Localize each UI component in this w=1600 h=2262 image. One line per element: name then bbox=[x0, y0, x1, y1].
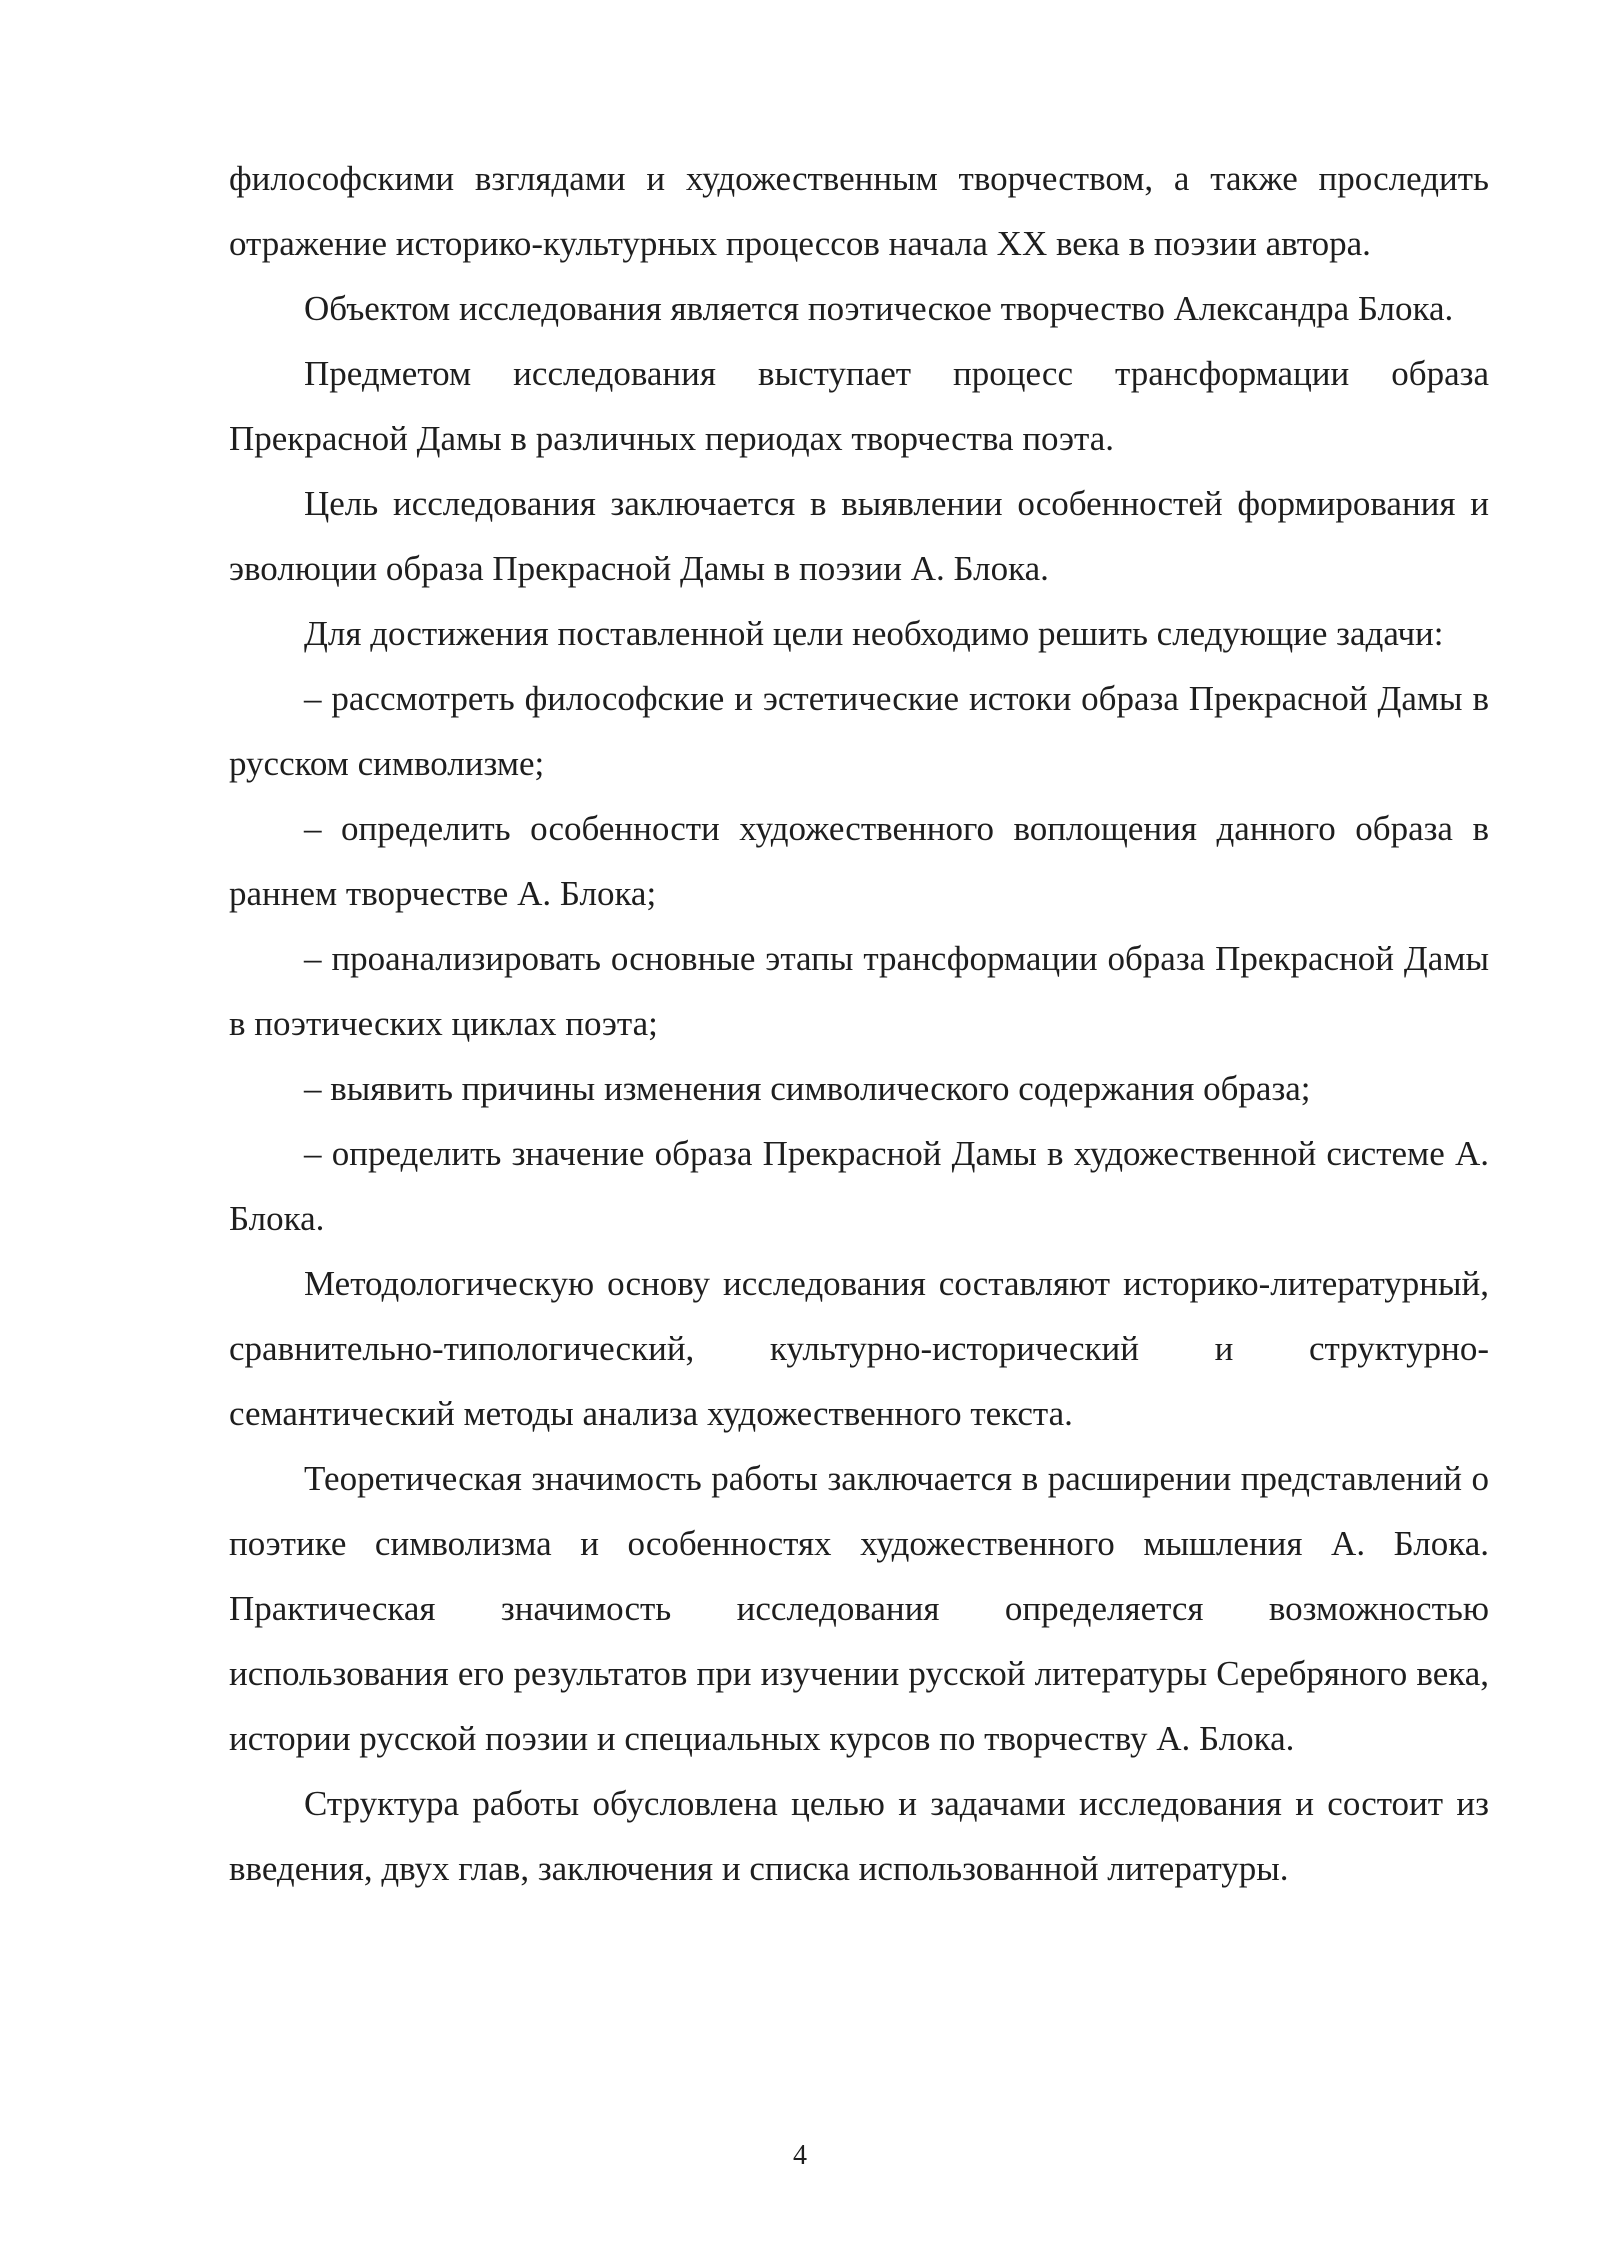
task-item: – рассмотреть философские и эстетические истоки образа Прекрасной Дамы в русском символизме; bbox=[229, 679, 1489, 783]
paragraph-significance: Теоретическая значимость работы заключается в расширении представлений о поэтике символизма и особенностях художественного мышления А. Блока. Практическая значимость исследования определяется возможностью использования его результатов при изучении русской литературы Серебряного века, истории русской поэзии и специальных курсов по творчеству А. Блока. bbox=[229, 1459, 1489, 1758]
task-item: – определить особенности художественного воплощения данного образа в раннем творчестве А. Блока; bbox=[229, 809, 1489, 913]
paragraph-methodology: Методологическую основу исследования составляют историко-литературный, сравнительно-типологический, культурно-исторический и структурно-семантический методы анализа художественного текста. bbox=[229, 1264, 1489, 1433]
paragraph-structure: Структура работы обусловлена целью и задачами исследования и состоит из введения, двух глав, заключения и списка использованной литературы. bbox=[229, 1784, 1489, 1888]
task-item: – выявить причины изменения символического содержания образа; bbox=[304, 1069, 1311, 1108]
task-item: – определить значение образа Прекрасной Дамы в художественной системе А. Блока. bbox=[229, 1134, 1489, 1238]
paragraph-object: Объектом исследования является поэтическое творчество Александра Блока. bbox=[304, 289, 1454, 328]
page-body bbox=[229, 146, 1489, 1901]
task-item: – проанализировать основные этапы трансформации образа Прекрасной Дамы в поэтических циклах поэта; bbox=[229, 939, 1489, 1043]
paragraph-tasks-intro: Для достижения поставленной цели необходимо решить следующие задачи: bbox=[304, 614, 1444, 653]
paragraph-goal: Цель исследования заключается в выявлении особенностей формирования и эволюции образа Прекрасной Дамы в поэзии А. Блока. bbox=[229, 484, 1489, 588]
page-number: 4 bbox=[793, 2140, 807, 2171]
paragraph-subject: Предметом исследования выступает процесс трансформации образа Прекрасной Дамы в различных периодах творчества поэта. bbox=[229, 354, 1489, 458]
paragraph-continuation: философскими взглядами и художественным творчеством, а также проследить отражение историко-культурных процессов начала XX века в поэзии автора. bbox=[229, 159, 1489, 263]
